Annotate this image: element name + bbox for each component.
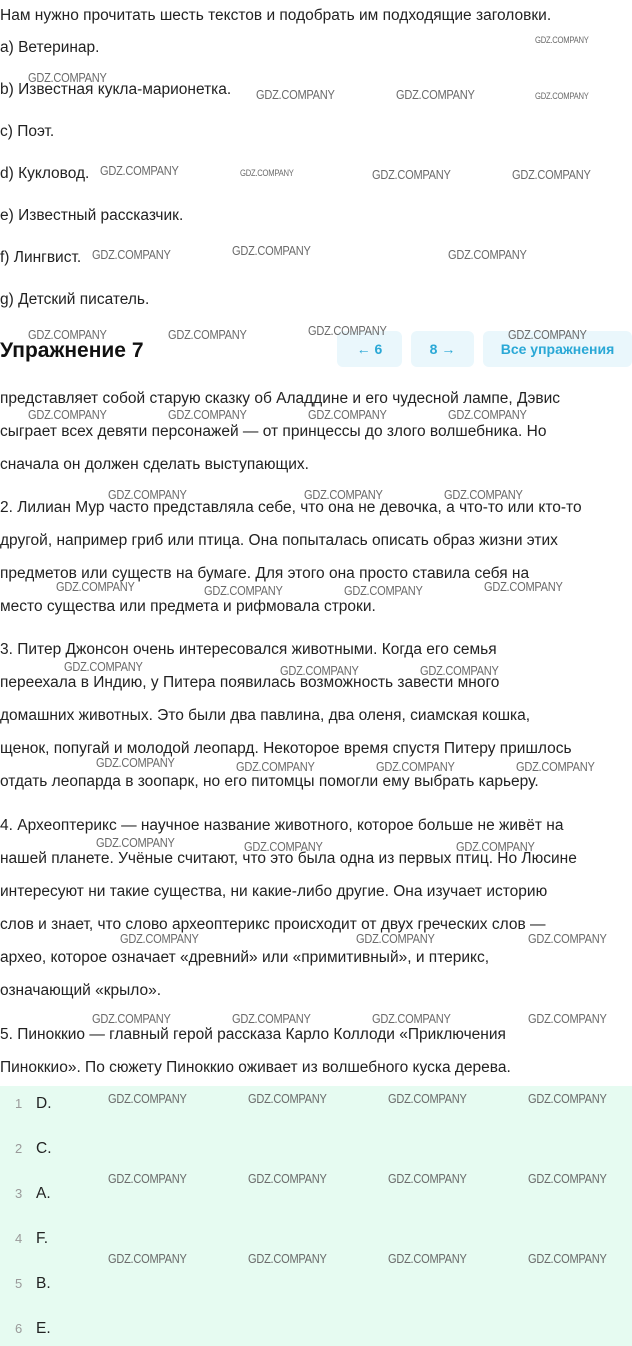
watermark: GDZ.COMPANY <box>344 583 423 598</box>
answer-number: 1 <box>15 1096 23 1111</box>
answer-number: 6 <box>15 1321 23 1336</box>
watermark: GDZ.COMPANY <box>204 583 283 598</box>
text-line: означающий «крыло». <box>0 982 162 999</box>
text-line: другой, например гриб или птица. Она попыталась описать образ жизни этих <box>0 532 558 549</box>
watermark: GDZ.COMPANY <box>304 487 383 502</box>
answer-number: 4 <box>15 1231 23 1246</box>
answers-block <box>0 1086 632 1346</box>
watermark: GDZ.COMPANY <box>528 1011 607 1026</box>
text-line: слов и знает, что слово археоптерикс происходит от двух греческих слов — <box>0 916 546 933</box>
watermark: GDZ.COMPANY <box>528 1251 607 1266</box>
option-a: a) Ветеринар. <box>0 39 100 56</box>
answer-value: E. <box>36 1320 51 1337</box>
text-line: щенок, попугай и молодой леопард. Некоторое время спустя Питеру пришлось <box>0 740 572 757</box>
watermark: GDZ.COMPANY <box>448 407 527 422</box>
answer-value: F. <box>36 1230 49 1247</box>
watermark: GDZ.COMPANY <box>28 70 107 85</box>
option-b: b) Известная кукла-марионетка. <box>0 81 232 98</box>
paragraph-5 <box>0 1018 632 1084</box>
answer-value: A. <box>36 1185 51 1202</box>
watermark: GDZ.COMPANY <box>100 163 179 178</box>
answer-value: C. <box>36 1140 52 1157</box>
prev-exercise-button[interactable]: ← 6 <box>337 331 402 367</box>
watermark: GDZ.COMPANY <box>92 247 171 262</box>
watermark: GDZ.COMPANY <box>388 1091 467 1106</box>
paragraph-1 <box>0 382 632 481</box>
paragraph-2 <box>0 491 632 623</box>
watermark: GDZ.COMPANY <box>528 931 607 946</box>
option-g: g) Детский писатель. <box>0 291 150 308</box>
text-line: сначала он должен сделать выступающих. <box>0 456 309 473</box>
watermark: GDZ.COMPANY <box>516 759 595 774</box>
task-intro: Нам нужно прочитать шесть текстов и подобрать им подходящие заголовки. <box>0 7 552 24</box>
watermark: GDZ.COMPANY <box>248 1251 327 1266</box>
answer-number: 3 <box>15 1186 23 1201</box>
watermark: GDZ.COMPANY <box>376 759 455 774</box>
watermark: GDZ.COMPANY <box>248 1091 327 1106</box>
answer-row <box>0 1269 632 1299</box>
answer-row <box>0 1314 632 1344</box>
watermark: GDZ.COMPANY <box>484 579 563 594</box>
watermark: GDZ.COMPANY <box>388 1251 467 1266</box>
watermark: GDZ.COMPANY <box>168 407 247 422</box>
option-e: e) Известный рассказчик. <box>0 207 184 224</box>
text-line: сыграет всех девяти персонажей — от принцессы до злого волшебника. Но <box>0 423 547 440</box>
text-line: нашей планете. Учёные считают, что это была одна из первых птиц. Но Люсине <box>0 850 577 867</box>
watermark: GDZ.COMPANY <box>120 931 199 946</box>
watermark: GDZ.COMPANY <box>308 407 387 422</box>
text-line: Пиноккио». По сюжету Пиноккио оживает из волшебного куска дерева. <box>0 1059 511 1076</box>
watermark: GDZ.COMPANY <box>372 1011 451 1026</box>
watermark: GDZ.COMPANY <box>420 663 499 678</box>
watermark: GDZ.COMPANY <box>28 327 107 342</box>
all-exercises-button[interactable]: Все упражнения <box>483 331 632 367</box>
answer-number: 5 <box>15 1276 23 1291</box>
watermark: GDZ.COMPANY <box>356 931 435 946</box>
watermark: GDZ.COMPANY <box>232 1011 311 1026</box>
watermark: GDZ.COMPANY <box>444 487 523 502</box>
text-line: 5. Пиноккио — главный герой рассказа Карло Коллоди «Приключения <box>0 1026 506 1043</box>
watermark: GDZ.COMPANY <box>456 839 535 854</box>
text-line: место существа или предмета и рифмовала строки. <box>0 598 376 615</box>
watermark: GDZ.COMPANY <box>256 87 335 102</box>
watermark: GDZ.COMPANY <box>96 755 175 770</box>
watermark: GDZ.COMPANY <box>92 1011 171 1026</box>
watermark: GDZ.COMPANY <box>64 659 143 674</box>
text-line: отдать леопарда в зоопарк, но его питомцы помогли ему выбрать карьеру. <box>0 773 539 790</box>
watermark: GDZ.COMPANY <box>528 1171 607 1186</box>
text-line: археo, которое означает «древний» или «примитивный», и птерикс, <box>0 949 490 966</box>
watermark: GDZ.COMPANY <box>396 87 475 102</box>
watermark: GDZ.COMPANY <box>236 759 315 774</box>
watermark: GDZ.COMPANY <box>108 1251 187 1266</box>
answer-value: D. <box>36 1095 52 1112</box>
watermark: GDZ.COMPANY <box>535 35 589 45</box>
next-exercise-button[interactable]: 8 → <box>411 331 474 367</box>
watermark: GDZ.COMPANY <box>108 1091 187 1106</box>
answer-number: 2 <box>15 1141 23 1156</box>
option-d: d) Кукловод. <box>0 165 90 182</box>
watermark: GDZ.COMPANY <box>108 487 187 502</box>
watermark: GDZ.COMPANY <box>240 168 294 178</box>
text-line: интересуют ни такие существа, ни какие-либо другие. Она изучает историю <box>0 883 548 900</box>
watermark: GDZ.COMPANY <box>28 407 107 422</box>
watermark: GDZ.COMPANY <box>244 839 323 854</box>
watermark: GDZ.COMPANY <box>528 1091 607 1106</box>
watermark: GDZ.COMPANY <box>535 91 589 101</box>
text-line: представляет собой старую сказку об Аладдине и его чудесной лампе, Дэвис <box>0 390 561 407</box>
watermark: GDZ.COMPANY <box>508 327 587 342</box>
watermark: GDZ.COMPANY <box>96 835 175 850</box>
text-line: домашних животных. Это были два павлина, два оленя, сиамская кошка, <box>0 707 531 724</box>
watermark: GDZ.COMPANY <box>248 1171 327 1186</box>
watermark: GDZ.COMPANY <box>280 663 359 678</box>
text-line: предметов или существ на бумаге. Для этого она просто ставила себя на <box>0 565 530 582</box>
watermark: GDZ.COMPANY <box>108 1171 187 1186</box>
option-c: c) Поэт. <box>0 123 55 140</box>
watermark: GDZ.COMPANY <box>512 167 591 182</box>
watermark: GDZ.COMPANY <box>56 579 135 594</box>
text-line: 4. Археоптерикс — научное название животного, которое больше не живёт на <box>0 817 564 834</box>
text-line: 2. Лилиан Мур часто представляла себе, что она не девочка, а что-то или кто-то <box>0 499 582 516</box>
watermark: GDZ.COMPANY <box>232 243 311 258</box>
watermark: GDZ.COMPANY <box>388 1171 467 1186</box>
answer-row <box>0 1134 632 1164</box>
exercise-title: Упражнение 7 <box>0 339 144 362</box>
answer-row <box>0 1224 632 1254</box>
watermark: GDZ.COMPANY <box>372 167 451 182</box>
answer-value: B. <box>36 1275 51 1292</box>
watermark: GDZ.COMPANY <box>308 323 387 338</box>
watermark: GDZ.COMPANY <box>168 327 247 342</box>
watermark: GDZ.COMPANY <box>448 247 527 262</box>
text-line: 3. Питер Джонсон очень интересовался животными. Когда его семья <box>0 641 497 658</box>
option-f: f) Лингвист. <box>0 249 82 266</box>
text-line: переехала в Индию, у Питера появилась возможность завести много <box>0 674 500 691</box>
